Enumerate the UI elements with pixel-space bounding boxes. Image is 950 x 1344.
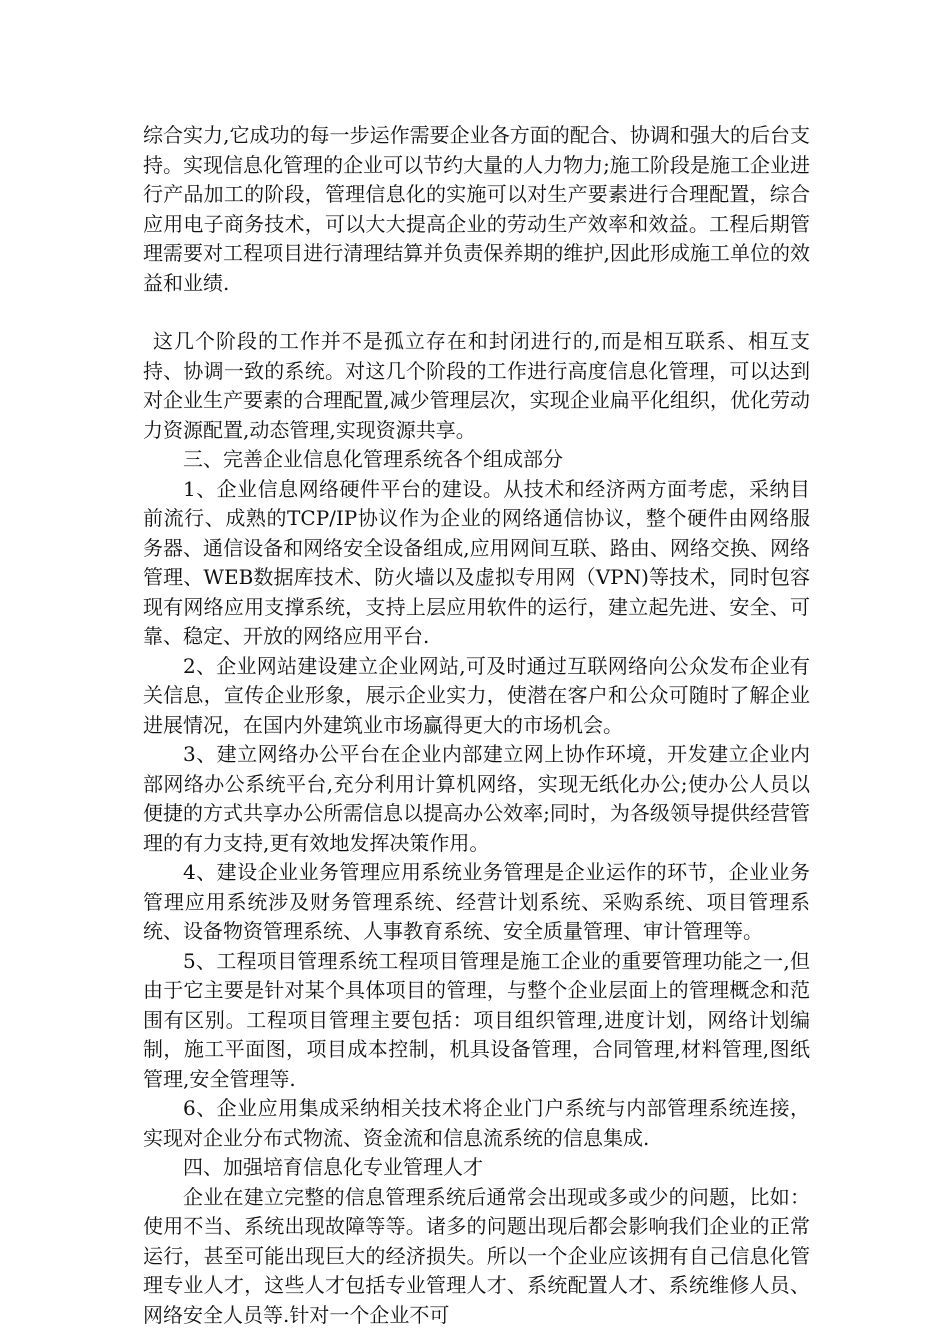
paragraph-item-3: 3、建立网络办公平台在企业内部建立网上协作环境，开发建立企业内部网络办公系统平台,充分利用计算机网络，实现无纸化办公;使办公人员以便捷的方式共享办公所需信息以提高办公效率;同时，为各级领导提供经营管理的有力支持,更有效地发挥决策作用。 (143, 742, 810, 855)
paragraph-item-5: 5、工程项目管理系统工程项目管理是施工企业的重要管理功能之一,但由于它主要是针对某个具体项目的管理，与整个企业层面上的管理概念和范围有区别。工程项目管理主要包括：项目组织管理,进度计划，网络计划编制，施工平面图，项目成本控制，机具设备管理，合同管理,材料管理,图纸管理,安全管理等. (143, 948, 810, 1091)
paragraph-item-1: 1、企业信息网络硬件平台的建设。从技术和经济两方面考虑，采纳目前流行、成熟的TCP/IP协议作为企业的网络通信协议，整个硬件由网络服务器、通信设备和网络安全设备组成,应用网间互联、路由、网络交换、网络管理、WEB数据库技术、防火墙以及虚拟专用网（VPN)等技术，同时包容现有网络应用支撑系统，支持上层应用软件的运行，建立起先进、安全、可靠、稳定、开放的网络应用平台. (143, 476, 810, 648)
section-heading-4: 四、加强培育信息化专业管理人才 (183, 1155, 483, 1179)
paragraph-continuation: 综合实力,它成功的每一步运作需要企业各方面的配合、协调和强大的后台支持。实现信息化管理的企业可以节约大量的人力物力;施工阶段是施工企业进行产品加工的阶段，管理信息化的实施可以对生产要素进行合理配置，综合应用电子商务技术，可以大大提高企业的劳动生产效率和效益。工程后期管理需要对工程项目进行清理结算并负责保养期的维护,因此形成施工单位的效益和业绩. (143, 123, 810, 295)
section-heading-3: 三、完善企业信息化管理系统各个组成部分 (183, 447, 563, 471)
paragraph-item-2: 2、企业网站建设建立企业网站,可及时通过互联网络向公众发布企业有关信息，宣传企业形象，展示企业实力，使潜在客户和公众可随时了解企业进展情况，在国内外建筑业市场赢得更大的市场机会。 (143, 653, 810, 737)
paragraph-stages-summary: 这几个阶段的工作并不是孤立存在和封闭进行的,而是相互联系、相互支持、协调一致的系统。对这几个阶段的工作进行高度信息化管理，可以达到对企业生产要素的合理配置,减少管理层次，实现企业扁平化组织，优化劳动力资源配置,动态管理,实现资源共享。 (143, 329, 810, 442)
document-body (143, 121, 810, 1330)
paragraph-item-4: 4、建设企业业务管理应用系统业务管理是企业运作的环节，企业业务管理应用系统涉及财务管理系统、经营计划系统、采购系统、项目管理系统、设备物资管理系统、人事教育系统、安全质量管理、审计管理等。 (143, 860, 810, 943)
paragraph-item-6: 6、企业应用集成采纳相关技术将企业门户系统与内部管理系统连接，实现对企业分布式物流、资金流和信息流系统的信息集成. (143, 1096, 810, 1150)
paragraph-talent: 企业在建立完整的信息管理系统后通常会出现或多或少的问题，比如：使用不当、系统出现故障等等。诸多的问题出现后都会影响我们企业的正常运行，甚至可能出现巨大的经济损失。所以一个企业应该拥有自己信息化管理专业人才，这些人才包括专业管理人才、系统配置人才、系统维修人员、网络安全人员等.针对一个企业不可 (143, 1184, 810, 1327)
